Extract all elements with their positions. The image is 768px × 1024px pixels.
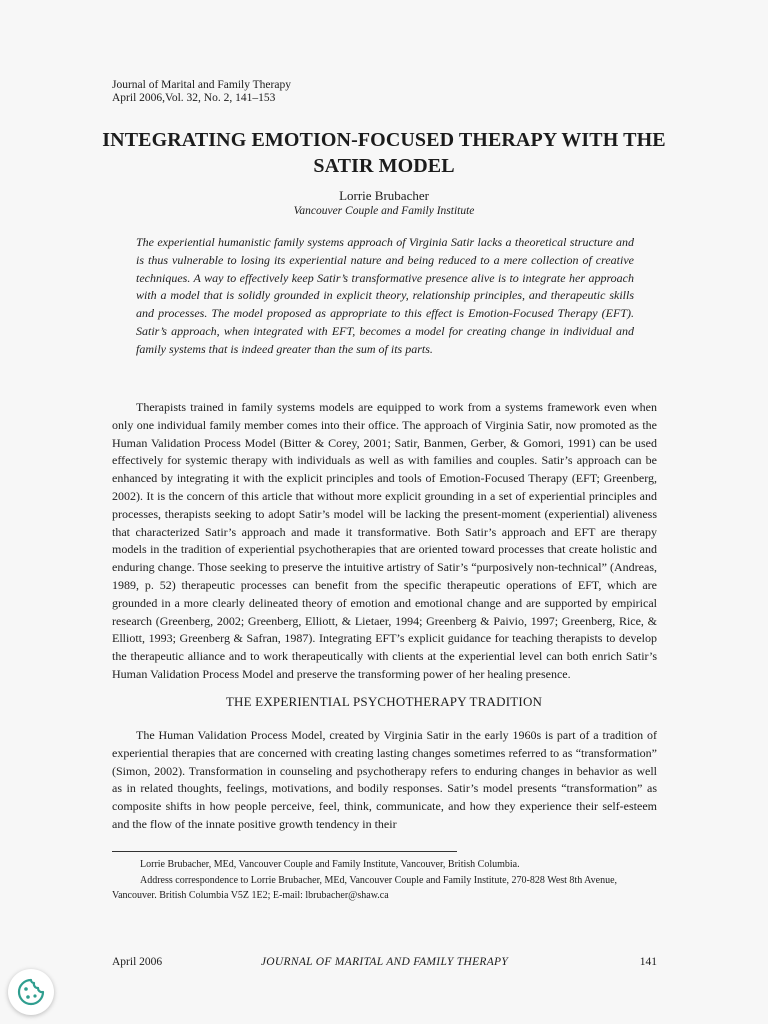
- journal-name: Journal of Marital and Family Therapy: [112, 79, 291, 91]
- body-paragraph-1: Therapists trained in family systems models are equipped to work from a systems framework even when only one individual family member comes into their office. The approach of Virginia Satir, now promoted as the Human Validation Process Model (Bitter & Corey, 2001; Satir, Banmen, Gerber, & Gomori, 1991) can be used effectively for systemic therapy with individuals as well as with families and couples. Satir’s approach can be enhanced by integrating it with the explicit principles and tools of Emotion-Focused Therapy (EFT; Greenberg, 2002). It is the concern of this article that without more explicit grounding in a set of experiential principles and processes, therapists seeking to adopt Satir’s model will be lacking the present-moment (experiential) aliveness that characterized Satir’s approach and made it transformative. Both Satir’s approach and EFT are therapy models in the tradition of experiential psychotherapies that are oriented toward processes that create holistic and enduring change. Those seeking to preserve the intuitive artistry of Satir’s “purposively non-technical” (Andreas, 1989, p. 52) therapeutic processes can benefit from the specific therapeutic operations of EFT, which are grounded in a more clearly delineated theory of emotion and emotional change and are supported by empirical research (Greenberg, 2002; Greenberg, Elliott, & Lietaer, 1994; Greenberg & Paivio, 1997; Greenberg, Rice, & Elliott, 1993; Greenberg & Safran, 1987). Integrating EFT’s explicit guidance for teaching therapists to develop the therapeutic alliance and to work therapeutically with clients at the experiential level can both enrich Satir’s Human Validation Process Model and preserve the transforming power of her healing presence.: [112, 400, 657, 681]
- footnote-divider: [112, 851, 457, 852]
- title-line-2: SATIR MODEL: [313, 155, 455, 177]
- footnote-author-info: Lorrie Brubacher, MEd, Vancouver Couple and Family Institute, Vancouver, British Columbia.: [140, 859, 520, 870]
- section-heading: THE EXPERIENTIAL PSYCHOTHERAPY TRADITION: [225, 694, 543, 709]
- footer-journal-name: JOURNAL OF MARITAL AND FAMILY THERAPY: [260, 956, 509, 968]
- cookie-settings-button[interactable]: [8, 969, 54, 1015]
- footnote-correspondence: Address correspondence to Lorrie Brubacher, MEd, Vancouver Couple and Family Institute, 270-828 West 8th Avenue, Vancouver. British Columbia V5Z 1E2; E-mail: lbrubacher@shaw.ca: [112, 875, 618, 901]
- footer-date: April 2006: [112, 956, 163, 968]
- body-paragraph-2: The Human Validation Process Model, created by Virginia Satir in the early 1960s is part of a tradition of experiential therapies that are concerned with creating lasting changes sometimes referred to as “transformation” (Simon, 2002). Transformation in counseling and psychotherapy refers to enduring changes in behavior as well as in related thoughts, feelings, motivations, and bodily responses. Satir’s model presents “transformation” as composite shifts in how people perceive, feel, think, communicate, and how they experience their self-esteem and the flow of the innate positive growth tendency in their: [112, 728, 657, 831]
- cookie-icon: [16, 977, 46, 1007]
- title-line-1: INTEGRATING EMOTION-FOCUSED THERAPY WITH THE: [102, 129, 666, 151]
- journal-header: [112, 79, 291, 105]
- abstract: The experiential humanistic family systems approach of Virginia Satir lacks a theoretical structure and is thus vulnerable to losing its experiential nature and being reduced to a mere collection of creative techniques. A way to effectively keep Satir’s transformative presence alive is to integrate her approach with a model that is solidly grounded in explicit theory, relationship principles, and therapeutic skills and processes. The model proposed as appropriate to this effect is Emotion-Focused Therapy (EFT). Satir’s approach, when integrated with EFT, becomes a model for creating change in individual and family systems that is indeed greater than the sum of its parts.: [136, 235, 634, 356]
- author-name: Lorrie Brubacher: [339, 188, 429, 203]
- page-number: 141: [639, 956, 657, 968]
- author-affiliation: Vancouver Couple and Family Institute: [293, 205, 475, 217]
- article-title: [90, 127, 678, 179]
- issue-info: April 2006,Vol. 32, No. 2, 141–153: [112, 92, 276, 104]
